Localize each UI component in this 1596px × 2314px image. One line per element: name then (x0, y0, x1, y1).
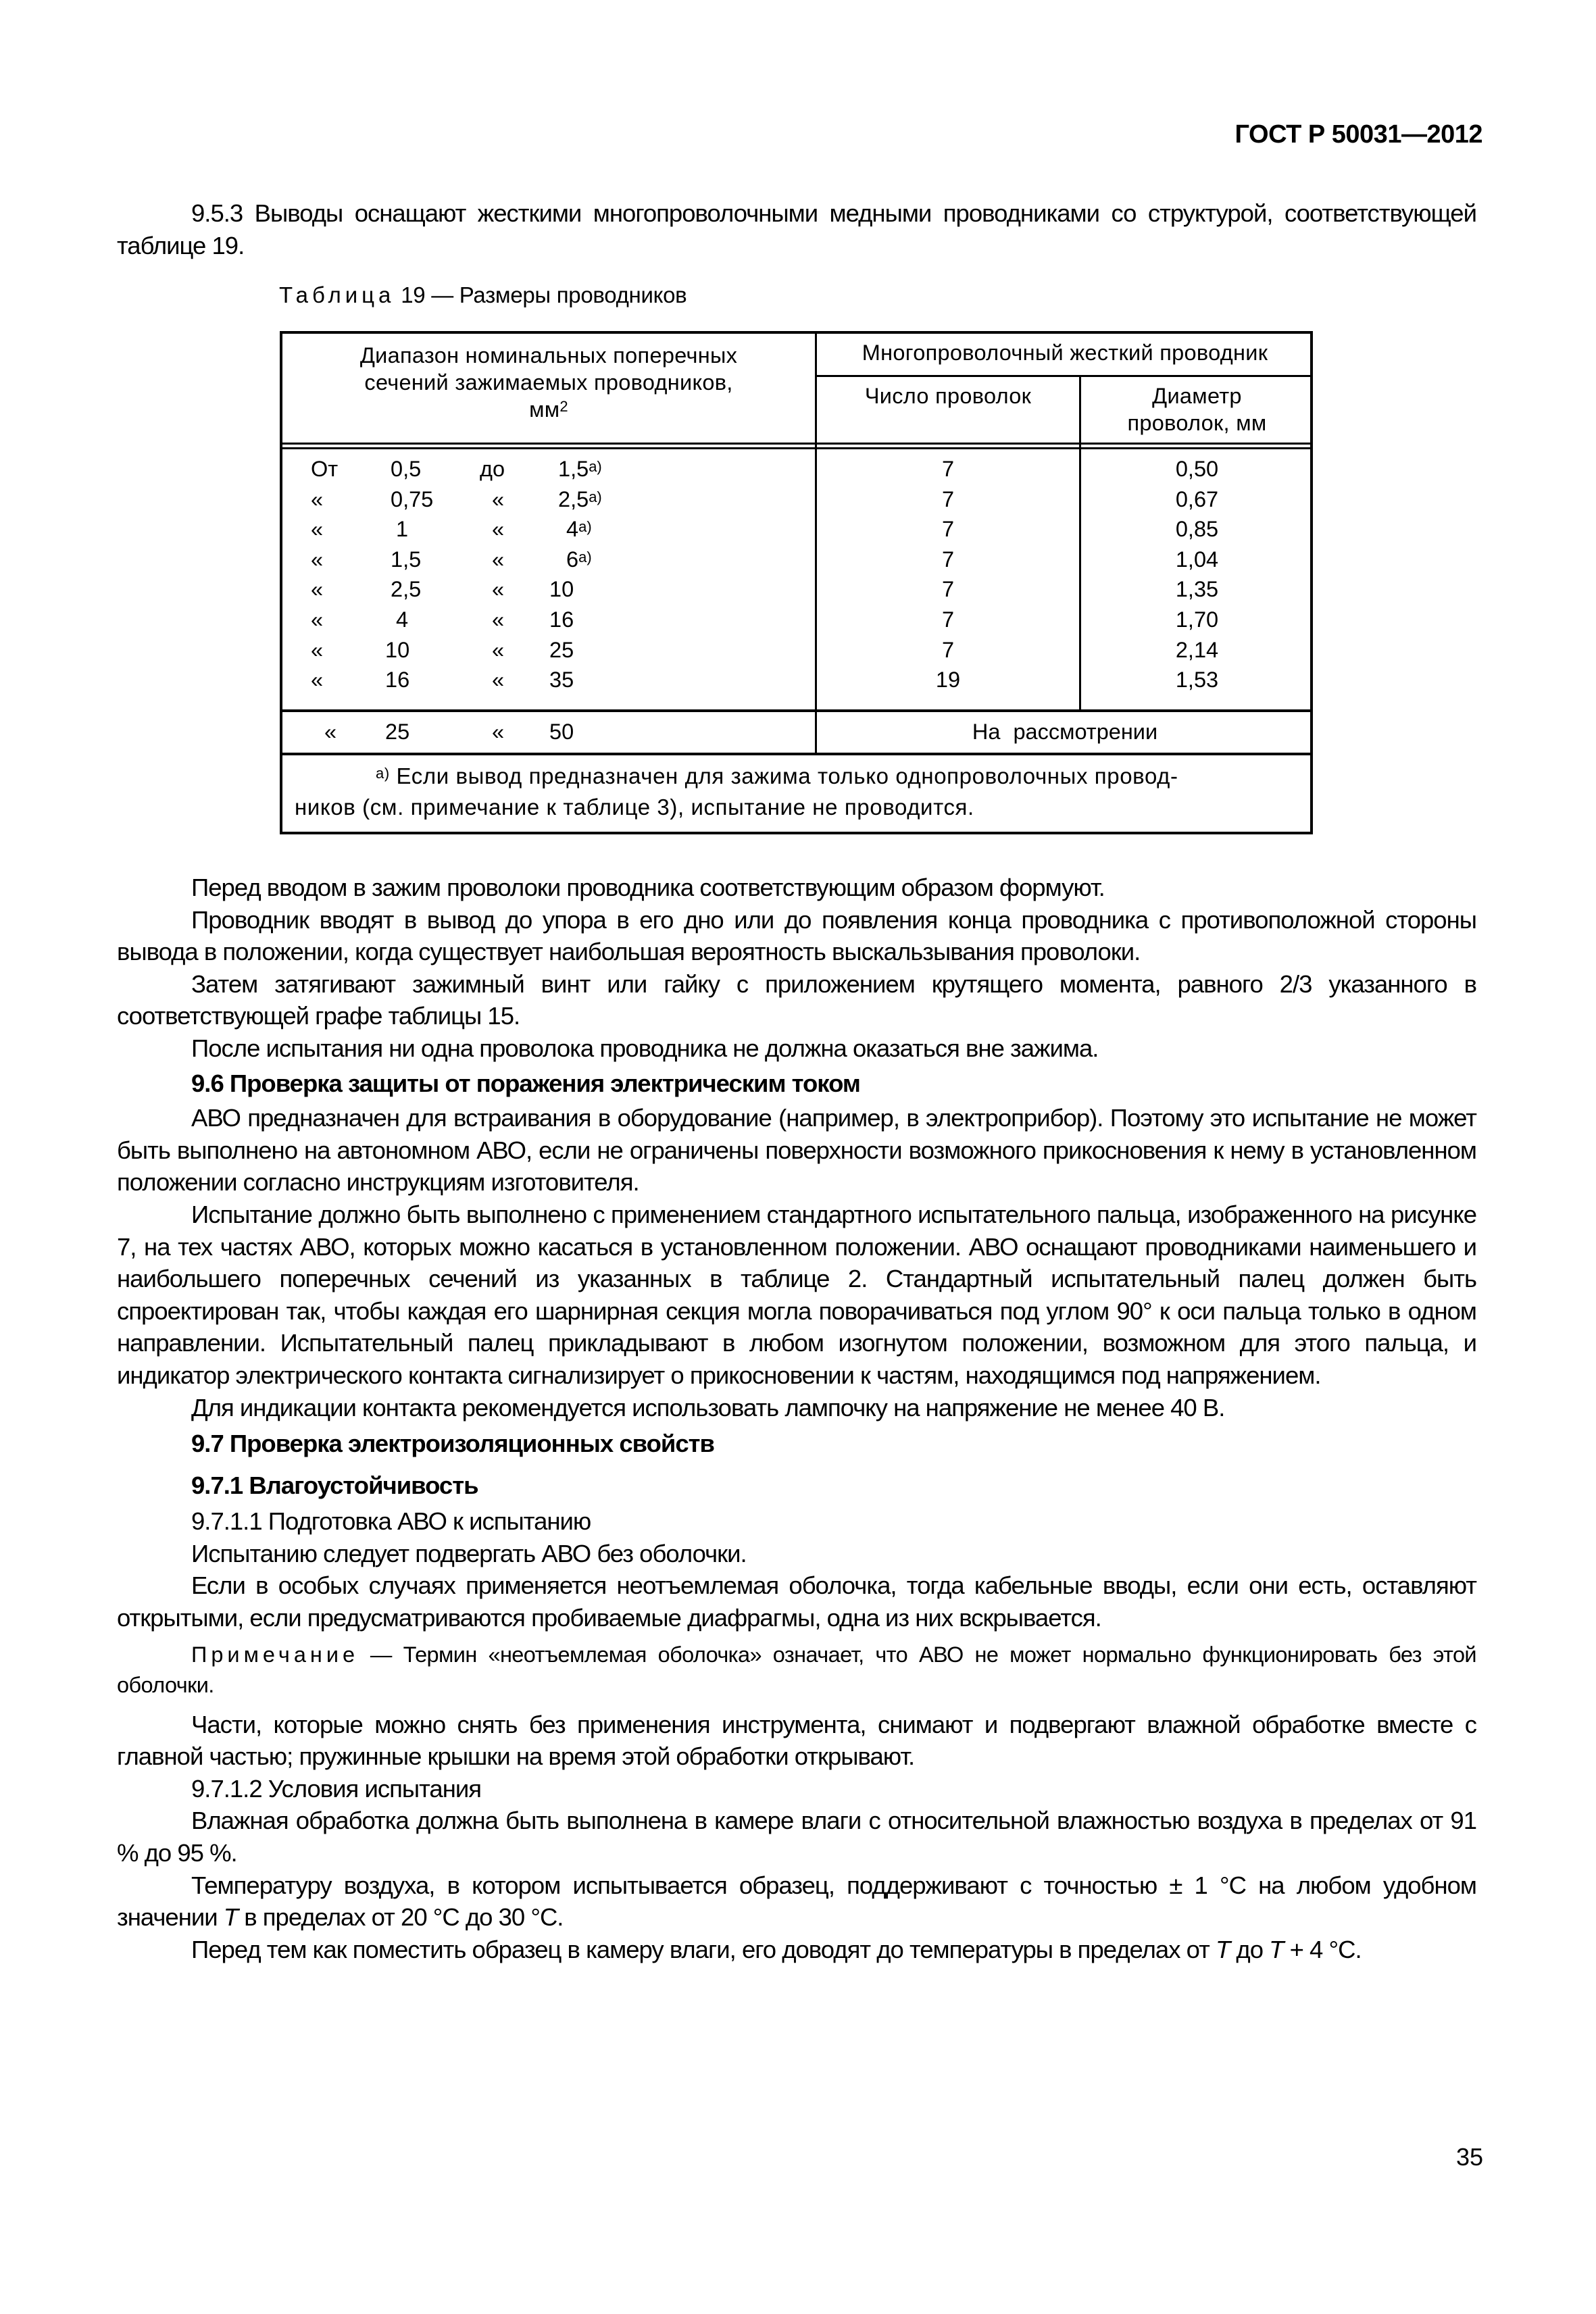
wire-diameter: 2,14 (1175, 637, 1219, 662)
table-row (282, 484, 1310, 515)
wire-diameter: 0,50 (1175, 457, 1219, 481)
header-range-line1: Диапазон номинальных поперечных (359, 343, 738, 368)
page-number: 35 (1455, 2143, 1483, 2171)
range-from-word: « (311, 547, 324, 572)
wire-count: 7 (941, 517, 955, 542)
wire-count: 19 (935, 668, 961, 693)
table-footnote (295, 761, 1295, 823)
table-row (282, 605, 1310, 635)
variable-T: T (1269, 1935, 1284, 1963)
range-to (566, 514, 592, 545)
range-from: 0,75 (391, 486, 434, 511)
paragraph: АВО предназначен для встраивания в оборудование (например, в электроприбор). Поэтому это испытание не может быть выполнено на автономном АВО, если не ограничены поверхности возможного прикосновения к нему в установленном положении согласно инструкциям изготовителя. (117, 1104, 1476, 1197)
range-to-value: 1,5 (558, 457, 589, 481)
table-row (282, 635, 1310, 665)
section-heading-9-7-1: 9.7.1 Влагоустойчивость (191, 1471, 478, 1499)
note (117, 1640, 1476, 1701)
header-range-unit-text: мм (529, 397, 560, 422)
text: Перед тем как поместить образец в камеру влаги, его доводят до температуры в пределах от (191, 1935, 1216, 1963)
intro-section (117, 197, 1476, 261)
header-diameter-line2: проволок, мм (1127, 411, 1267, 435)
paragraph: Части, которые можно снять без применения инструмента, снимают и подвергают влажной обработке вместе с главной частью; пружинные крышки на время этой обработки открывают. (117, 1710, 1476, 1771)
paragraph: Для индикации контакта рекомендуется использовать лампочку на напряжение не менее 40 В. (191, 1393, 1225, 1422)
range-from-word: « (311, 637, 324, 662)
range-from-word: « (311, 607, 324, 632)
paragraph: Испытание должно быть выполнено с применением стандартного испытательного пальца, изображенного на рисунке 7, на тех частях АВО, которых можно касаться в установленном положении. АВО оснащают проводниками наименьшего и наибольшего поперечных сечений из указанных в таблице 2. Стандартный испытательный палец должен быть спроектирован так, чтобы каждая его шарнирная секция могла поворачиваться под углом 90° к оси пальца только в одном направлении. Испытательный палец прикладывают в любом изогнутом положении, возможном для этого пальца, и индикатор электрического контакта сигнализирует о прикосновении к частям, находящимся под напряжением. (117, 1200, 1476, 1389)
footnote-marker: а) (376, 765, 390, 782)
paragraph-preheat (117, 1934, 1476, 1966)
note-label: Примечание (191, 1642, 359, 1667)
range-from: 0,5 (391, 457, 422, 481)
range-from: 4 (396, 607, 409, 632)
range-from: 25 (385, 720, 410, 744)
text: в пределах от 20 °С до 30 °С. (238, 1903, 564, 1932)
table-row-last (282, 717, 1310, 747)
range-to-word: « (492, 486, 505, 511)
footnote-ref: а) (589, 458, 602, 475)
range-from: 1,5 (391, 547, 422, 572)
table-caption-label: Таблица (279, 282, 395, 307)
range-to-value: 4 (566, 517, 579, 542)
section-heading-9-7: 9.7 Проверка электроизоляционных свойств (191, 1430, 714, 1458)
table-divider-group (815, 375, 1313, 377)
variable-T: T (223, 1903, 239, 1932)
range-to (558, 454, 602, 484)
header-diameter-line1: Диаметр (1152, 384, 1242, 408)
footnote-text1: Если вывод предназначен для зажима только однопроволочных провод- (389, 763, 1178, 788)
range-from: 16 (385, 668, 410, 693)
table-row (282, 574, 1310, 605)
range-to-word: « (492, 668, 505, 693)
paragraph-9-5-3: 9.5.3 Выводы оснащают жесткими многопроволочными медными проводниками со структурой, соответствующей таблице 19. (117, 199, 1476, 259)
footnote-ref: а) (578, 548, 592, 565)
range-from: 2,5 (391, 577, 422, 602)
header-range (282, 342, 815, 423)
paragraph: Затем затягивают зажимный винт или гайку с приложением крутящего момента, равного 2/3 указанного в соответствующей графе таблицы 15. (117, 970, 1476, 1030)
paragraph: Перед вводом в зажим проволоки проводника соответствующим образом формуют. (191, 874, 1105, 901)
table-body-end-line (282, 709, 1310, 712)
paragraph: Испытанию следует подвергать АВО без оболочки. (191, 1539, 747, 1567)
range-to: 16 (549, 607, 574, 632)
range-to-word: « (492, 720, 505, 744)
range-to-word: « (492, 547, 505, 572)
conductor-size-table (280, 331, 1313, 834)
wire-diameter: 1,70 (1175, 607, 1219, 632)
subsection-9-7-1-2: 9.7.1.2 Условия испытания (191, 1774, 482, 1803)
range-to-word: « (492, 517, 505, 542)
wire-diameter: 1,04 (1175, 547, 1219, 572)
wire-diameter: 0,85 (1175, 517, 1219, 542)
header-wire-count: Число проволок (864, 384, 1032, 408)
header-range-line2: сечений зажимаемых проводников, (364, 370, 733, 395)
header-range-unit-sup: 2 (559, 398, 568, 415)
table-row (282, 454, 1310, 484)
text: до (1230, 1935, 1270, 1963)
range-from-word: « (311, 517, 324, 542)
wire-diameter: 1,35 (1175, 577, 1219, 602)
wire-count: 7 (941, 486, 955, 511)
range-from-word: « (311, 577, 324, 602)
table-caption-title: 19 — Размеры проводников (395, 282, 687, 307)
wire-count: 7 (941, 607, 955, 632)
wire-diameter: 1,53 (1175, 668, 1219, 693)
range-to-value: 6 (566, 547, 579, 572)
document-header: ГОСТ Р 50031—2012 (1235, 120, 1482, 149)
footnote-line2: ников (см. примечание к таблице 3), испытание не проводится. (295, 795, 974, 820)
range-from: 1 (396, 517, 409, 542)
paragraph: Проводник вводят в вывод до упора в его дно или до появления конца проводника с противоположной стороны вывода в положении, когда существует наибольшая вероятность выскальзывания проволоки. (117, 905, 1476, 966)
range-to-value: 2,5 (558, 486, 589, 511)
wire-count: 7 (941, 577, 955, 602)
range-to: 10 (549, 577, 574, 602)
header-group: Многопроволочный жесткий проводник (862, 341, 1268, 365)
range-from: 10 (385, 637, 410, 662)
table-row (282, 514, 1310, 545)
range-to-word: « (492, 637, 505, 662)
table-header-line-1 (282, 443, 1310, 445)
table-row (282, 665, 1310, 695)
range-from-word: « (324, 720, 337, 744)
range-to: 50 (549, 720, 574, 744)
footnote-ref: а) (578, 518, 592, 536)
header-range-unit (282, 396, 815, 423)
range-to-word: « (492, 607, 505, 632)
range-from-word: « (311, 486, 324, 511)
variable-T: T (1215, 1935, 1230, 1963)
range-to (558, 484, 602, 515)
wire-count: 7 (941, 637, 955, 662)
range-to (566, 545, 592, 575)
header-diameter (1081, 382, 1313, 436)
range-to: 35 (549, 668, 574, 693)
table-body (282, 454, 1310, 704)
text: + 4 °С. (1283, 1935, 1362, 1963)
range-from-word: От (311, 457, 339, 481)
body-text (117, 872, 1476, 1965)
subsection-9-7-1-1: 9.7.1.1 Подготовка АВО к испытанию (191, 1507, 591, 1536)
note-text: — Термин «неотъемлемая оболочка» означает, что АВО не может нормально функционировать без этой оболочки. (117, 1642, 1476, 1697)
status-under-review: На рассмотрении (972, 720, 1158, 744)
range-from-word: « (311, 668, 324, 693)
range-to-word: « (492, 577, 505, 602)
footnote-line1 (295, 761, 1295, 792)
paragraph: Влажная обработка должна быть выполнена в камере влаги с относительной влажностью воздуха в пределах от 91 % до 95 %. (117, 1807, 1476, 1867)
table-caption (279, 282, 687, 308)
table-footnote-line (282, 753, 1310, 755)
paragraph-temperature (117, 1869, 1476, 1934)
range-to-word: до (480, 457, 505, 481)
wire-count: 7 (941, 457, 955, 481)
wire-count: 7 (941, 547, 955, 572)
paragraph: Если в особых случаях применяется неотъемлемая оболочка, тогда кабельные вводы, если они есть, оставляют открытыми, если предусматриваются пробиваемые диафрагмы, одна из них вскрывается. (117, 1571, 1476, 1632)
footnote-ref: а) (589, 488, 602, 505)
wire-diameter: 0,67 (1175, 486, 1219, 511)
table-row (282, 545, 1310, 575)
range-to: 25 (549, 637, 574, 662)
section-heading-9-6: 9.6 Проверка защиты от поражения электрическим током (191, 1069, 860, 1097)
paragraph: После испытания ни одна проволока проводника не должна оказаться вне зажима. (191, 1034, 1099, 1062)
text: Температуру воздуха, в котором испытывается образец, поддерживают с точностью ± 1 °С на любом удобном значении (117, 1871, 1476, 1932)
table-header-line-2 (282, 447, 1310, 449)
